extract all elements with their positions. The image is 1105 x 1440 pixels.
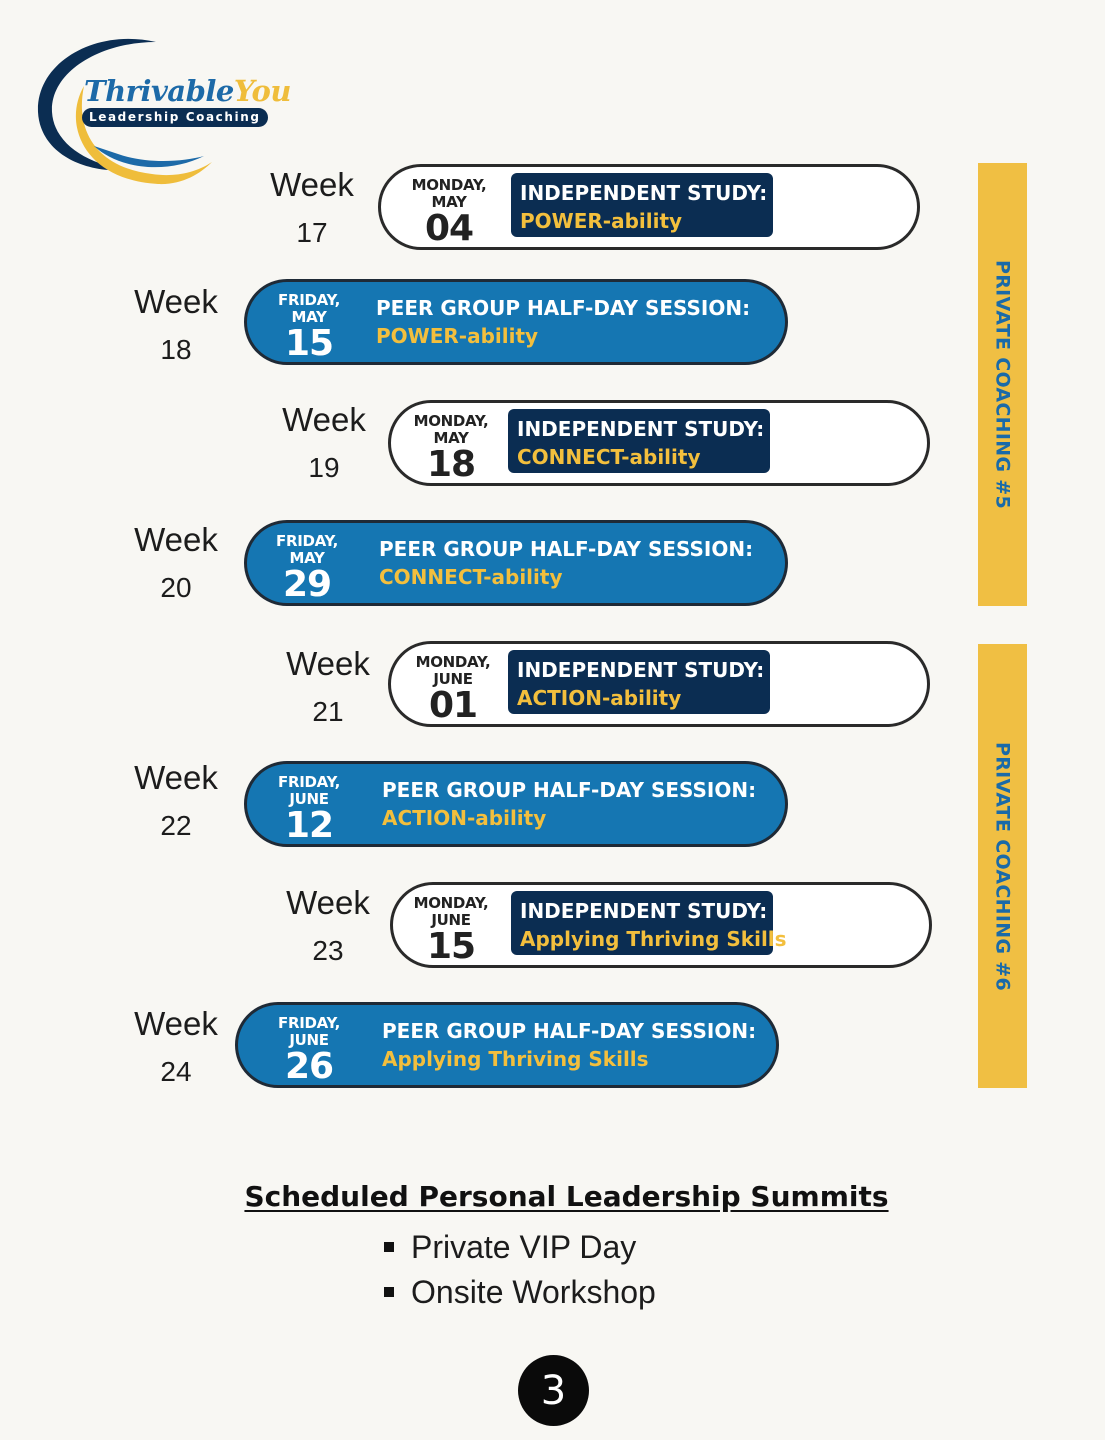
schedule-pill-week-19 bbox=[388, 400, 930, 486]
square-bullet-icon bbox=[384, 1242, 394, 1252]
schedule-pill-week-22 bbox=[244, 761, 788, 847]
week-label-24: Week 24 bbox=[134, 1005, 218, 1087]
week-label-19: Week 19 bbox=[282, 401, 366, 483]
session-label: PEER GROUP HALF-DAY SESSION: POWER-ability bbox=[376, 296, 751, 348]
date-badge: FRIDAY, JUNE 26 bbox=[278, 1014, 340, 1087]
schedule-pill-week-17 bbox=[378, 164, 920, 250]
week-label-21: Week 21 bbox=[286, 645, 370, 727]
logo-tagline: Leadership Coaching bbox=[82, 108, 268, 127]
session-label: INDEPENDENT STUDY: ACTION-ability bbox=[508, 650, 770, 714]
date-badge: FRIDAY, MAY 29 bbox=[276, 532, 338, 605]
session-label: PEER GROUP HALF-DAY SESSION: ACTION-ability bbox=[382, 778, 757, 830]
date-badge: MONDAY, JUNE 15 bbox=[413, 894, 489, 967]
session-label: INDEPENDENT STUDY: Applying Thriving Skills bbox=[511, 891, 773, 955]
date-badge: MONDAY, MAY 04 bbox=[411, 176, 487, 249]
date-badge: MONDAY, MAY 18 bbox=[413, 412, 489, 485]
date-badge: FRIDAY, MAY 15 bbox=[278, 291, 340, 364]
schedule-pill-week-24 bbox=[235, 1002, 779, 1088]
date-badge: FRIDAY, JUNE 12 bbox=[278, 773, 340, 846]
logo-wordmark: ThrivableYou bbox=[84, 74, 291, 108]
private-coaching-5-label: PRIVATE COACHING #5 bbox=[991, 260, 1014, 509]
session-label: INDEPENDENT STUDY: CONNECT-ability bbox=[508, 409, 770, 473]
schedule-pill-week-18 bbox=[244, 279, 788, 365]
week-label-18: Week 18 bbox=[134, 283, 218, 365]
schedule-pill-week-23 bbox=[390, 882, 932, 968]
list-item: Private VIP Day bbox=[380, 1225, 656, 1270]
square-bullet-icon bbox=[384, 1287, 394, 1297]
summits-heading: Scheduled Personal Leadership Summits bbox=[244, 1180, 889, 1213]
session-label: PEER GROUP HALF-DAY SESSION: CONNECT-ability bbox=[379, 537, 754, 589]
week-label-22: Week 22 bbox=[134, 759, 218, 841]
private-coaching-6-bar bbox=[978, 644, 1027, 1088]
week-label-17: Week 17 bbox=[270, 166, 354, 248]
private-coaching-6-label: PRIVATE COACHING #6 bbox=[991, 741, 1014, 991]
schedule-pill-week-20 bbox=[244, 520, 788, 606]
list-item: Onsite Workshop bbox=[380, 1270, 656, 1315]
session-label: PEER GROUP HALF-DAY SESSION: Applying Thriving Skills bbox=[382, 1019, 757, 1071]
page-number-badge: 3 bbox=[518, 1355, 589, 1426]
week-label-20: Week 20 bbox=[134, 521, 218, 603]
session-label: INDEPENDENT STUDY: POWER-ability bbox=[511, 173, 773, 237]
schedule-pill-week-21 bbox=[388, 641, 930, 727]
summits-list bbox=[380, 1225, 656, 1315]
week-label-23: Week 23 bbox=[286, 884, 370, 966]
brand-logo bbox=[34, 34, 294, 194]
private-coaching-5-bar bbox=[978, 163, 1027, 606]
date-badge: MONDAY, JUNE 01 bbox=[415, 653, 491, 726]
